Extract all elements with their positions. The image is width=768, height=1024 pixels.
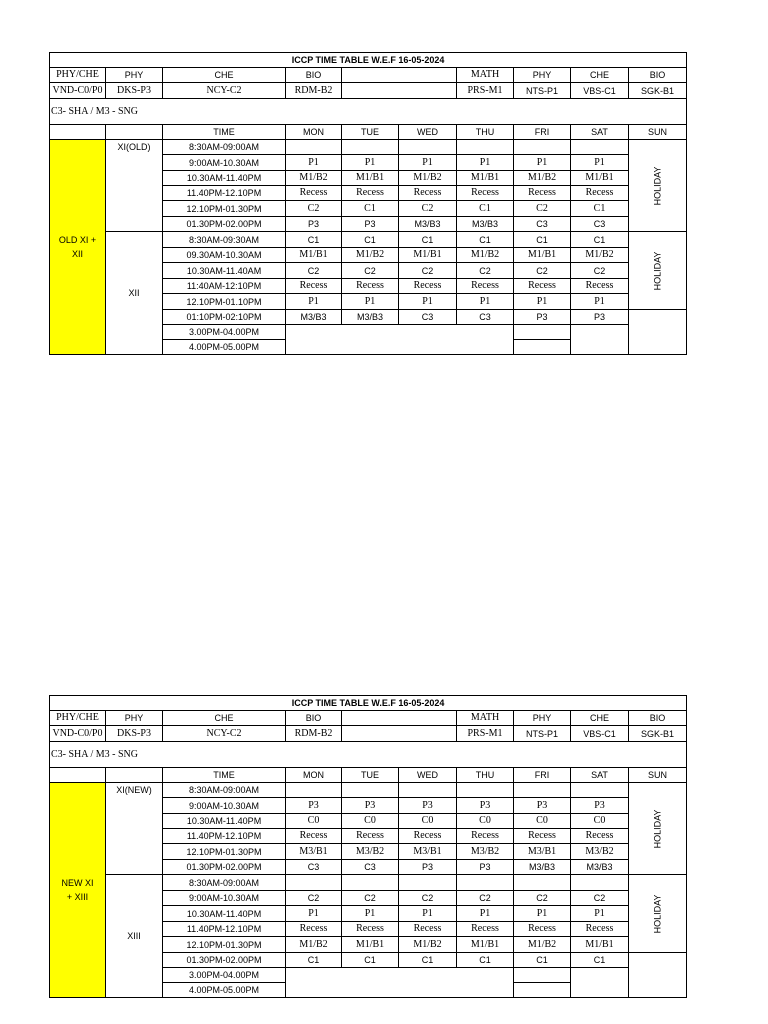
period-cell: Recess (286, 279, 342, 294)
timetable-new (49, 695, 687, 998)
section-label: XII (106, 232, 163, 355)
subject-header: BIO (286, 711, 342, 726)
period-cell: M1/B2 (571, 248, 629, 263)
period-cell: Recess (286, 922, 342, 937)
period-cell: C2 (457, 891, 514, 906)
time-slot: 01.30PM-02.00PM (163, 953, 286, 968)
period-cell: C0 (342, 814, 399, 829)
period-cell: Recess (514, 279, 571, 294)
blank-cell (571, 325, 629, 355)
period-cell: P3 (514, 310, 571, 325)
blank-cell (629, 953, 687, 998)
teacher-code: RDM-B2 (286, 83, 342, 99)
teacher-code: PRS-M1 (457, 83, 514, 99)
blank-cell (342, 726, 457, 742)
holiday-cell (629, 875, 687, 953)
period-cell: Recess (342, 829, 399, 844)
period-cell: C2 (286, 891, 342, 906)
period-cell (399, 875, 457, 891)
period-cell: C1 (457, 232, 514, 248)
period-cell: C1 (342, 201, 399, 217)
period-cell: C1 (457, 201, 514, 217)
teacher-code: VBS-C1 (571, 726, 629, 742)
period-cell: Recess (457, 922, 514, 937)
period-cell: M1/B2 (514, 937, 571, 953)
period-cell: C3 (286, 860, 342, 875)
period-cell: M1/B1 (571, 171, 629, 186)
blank-cell (571, 968, 629, 998)
blank-cell (514, 968, 571, 983)
blank-cell (50, 125, 106, 140)
period-cell: Recess (399, 279, 457, 294)
period-cell: Recess (342, 279, 399, 294)
period-cell (399, 140, 457, 155)
subject-header: PHY (514, 711, 571, 726)
col-header: SAT (571, 125, 629, 140)
period-cell (457, 783, 514, 798)
period-cell: M3/B1 (514, 844, 571, 860)
period-cell: C2 (514, 891, 571, 906)
time-slot: 8:30AM-09:00AM (163, 783, 286, 798)
period-cell: Recess (399, 186, 457, 201)
period-cell: Recess (399, 922, 457, 937)
period-cell: C3 (342, 860, 399, 875)
timetable-old (49, 52, 687, 355)
period-cell: M1/B2 (399, 937, 457, 953)
period-cell: P3 (514, 798, 571, 814)
holiday-label: HOLIDAY (652, 894, 663, 933)
teacher-code: NCY-C2 (163, 726, 286, 742)
period-cell: C3 (514, 217, 571, 232)
period-cell: C2 (399, 891, 457, 906)
subject-header: BIO (629, 711, 687, 726)
period-cell: P1 (399, 155, 457, 171)
subject-header: PHY (514, 68, 571, 83)
period-cell (286, 140, 342, 155)
period-cell: C2 (514, 263, 571, 279)
period-cell: Recess (514, 829, 571, 844)
col-header: TIME (163, 125, 286, 140)
subject-header: PHY (106, 711, 163, 726)
time-slot: 01:10PM-02:10PM (163, 310, 286, 325)
period-cell: C1 (286, 232, 342, 248)
period-cell: C1 (514, 232, 571, 248)
time-slot: 11:40AM-12:10PM (163, 279, 286, 294)
blank-cell (514, 983, 571, 998)
period-cell: M1/B1 (457, 171, 514, 186)
period-cell: P3 (457, 798, 514, 814)
period-cell (342, 140, 399, 155)
period-cell: C3 (399, 310, 457, 325)
period-cell (571, 783, 629, 798)
period-cell: M1/B1 (342, 171, 399, 186)
period-cell: Recess (286, 829, 342, 844)
holiday-cell (629, 140, 687, 232)
teacher-note: C3- SHA / M3 - SNG (50, 99, 687, 125)
period-cell: P3 (571, 310, 629, 325)
subject-header: PHY (106, 68, 163, 83)
period-cell: C1 (342, 232, 399, 248)
period-cell: C2 (571, 263, 629, 279)
time-slot: 8:30AM-09:30AM (163, 232, 286, 248)
period-cell: P3 (399, 798, 457, 814)
col-header: THU (457, 768, 514, 783)
period-cell (342, 875, 399, 891)
teacher-code: RDM-B2 (286, 726, 342, 742)
period-cell (514, 875, 571, 891)
period-cell: M1/B2 (457, 248, 514, 263)
time-slot: 12.10PM-01.30PM (163, 201, 286, 217)
subject-header: PHY/CHE (50, 711, 106, 726)
period-cell: M3/B1 (286, 844, 342, 860)
col-header: MON (286, 125, 342, 140)
time-slot: 8:30AM-09:00AM (163, 140, 286, 155)
period-cell: C1 (571, 232, 629, 248)
period-cell: C1 (342, 953, 399, 968)
period-cell (514, 783, 571, 798)
holiday-label: HOLIDAY (652, 166, 663, 205)
period-cell: C0 (399, 814, 457, 829)
period-cell: M1/B2 (286, 171, 342, 186)
period-cell: M1/B2 (342, 248, 399, 263)
period-cell: Recess (286, 186, 342, 201)
col-header: TUE (342, 125, 399, 140)
period-cell (571, 140, 629, 155)
period-cell: M3/B3 (286, 310, 342, 325)
period-cell: C2 (286, 263, 342, 279)
teacher-code: SGK-B1 (629, 726, 687, 742)
period-cell: M1/B2 (514, 171, 571, 186)
time-slot: 09.30AM-10.30AM (163, 248, 286, 263)
period-cell: M1/B2 (286, 937, 342, 953)
col-header: TIME (163, 768, 286, 783)
col-header: MON (286, 768, 342, 783)
blank-cell (629, 310, 687, 355)
period-cell (342, 783, 399, 798)
period-cell: C3 (571, 217, 629, 232)
period-cell: P3 (399, 860, 457, 875)
col-header: WED (399, 768, 457, 783)
period-cell: P1 (399, 294, 457, 310)
blank-cell (342, 83, 457, 99)
teacher-code: VND-C0/P0 (50, 83, 106, 99)
period-cell: M1/B1 (457, 937, 514, 953)
holiday-cell (629, 232, 687, 310)
period-cell: P1 (571, 906, 629, 922)
subject-header: MATH (457, 711, 514, 726)
period-cell (399, 783, 457, 798)
blank-cell (50, 768, 106, 783)
period-cell: C1 (514, 953, 571, 968)
table-title: ICCP TIME TABLE W.E.F 16-05-2024 (50, 53, 687, 68)
period-cell: P1 (342, 906, 399, 922)
period-cell: C2 (399, 201, 457, 217)
period-cell: M3/B1 (399, 844, 457, 860)
col-header: THU (457, 125, 514, 140)
period-cell: P3 (571, 798, 629, 814)
subject-header: CHE (571, 68, 629, 83)
period-cell: M1/B1 (342, 937, 399, 953)
period-cell: Recess (571, 829, 629, 844)
time-slot: 12.10PM-01.10PM (163, 294, 286, 310)
group-label: NEW XI + XIII (50, 783, 106, 998)
period-cell: P1 (399, 906, 457, 922)
period-cell: P3 (342, 217, 399, 232)
teacher-code: PRS-M1 (457, 726, 514, 742)
period-cell: M3/B2 (457, 844, 514, 860)
period-cell: M1/B1 (286, 248, 342, 263)
period-cell: C2 (342, 263, 399, 279)
blank-cell (514, 340, 571, 355)
period-cell: P3 (457, 860, 514, 875)
period-cell: C2 (457, 263, 514, 279)
period-cell: M3/B3 (571, 860, 629, 875)
subject-header: MATH (457, 68, 514, 83)
time-slot: 11.40PM-12.10PM (163, 922, 286, 937)
blank-cell (106, 768, 163, 783)
col-header: FRI (514, 125, 571, 140)
period-cell: C0 (514, 814, 571, 829)
period-cell: Recess (457, 186, 514, 201)
col-header: SUN (629, 125, 687, 140)
period-cell: Recess (571, 279, 629, 294)
period-cell: C0 (571, 814, 629, 829)
period-cell: P1 (457, 906, 514, 922)
period-cell: Recess (571, 922, 629, 937)
group-label: OLD XI + XII (50, 140, 106, 355)
teacher-code: NCY-C2 (163, 83, 286, 99)
subject-header: CHE (571, 711, 629, 726)
time-slot: 11.40PM-12.10PM (163, 186, 286, 201)
period-cell: M3/B3 (399, 217, 457, 232)
holiday-label: HOLIDAY (652, 251, 663, 290)
period-cell: C1 (571, 201, 629, 217)
time-slot: 10.30AM-11.40PM (163, 906, 286, 922)
period-cell: C1 (457, 953, 514, 968)
period-cell: C0 (286, 814, 342, 829)
period-cell: P3 (342, 798, 399, 814)
period-cell: C1 (571, 953, 629, 968)
teacher-code: DKS-P3 (106, 726, 163, 742)
col-header: SUN (629, 768, 687, 783)
subject-header: BIO (286, 68, 342, 83)
period-cell (457, 875, 514, 891)
col-header: SAT (571, 768, 629, 783)
period-cell: P1 (514, 294, 571, 310)
subject-header: PHY/CHE (50, 68, 106, 83)
teacher-code: NTS-P1 (514, 83, 571, 99)
teacher-note: C3- SHA / M3 - SNG (50, 742, 687, 768)
col-header: TUE (342, 768, 399, 783)
time-slot: 3.00PM-04.00PM (163, 325, 286, 340)
period-cell: C0 (457, 814, 514, 829)
period-cell (571, 875, 629, 891)
period-cell: P3 (286, 217, 342, 232)
period-cell: P1 (342, 294, 399, 310)
subject-header: CHE (163, 711, 286, 726)
blank-cell (286, 325, 514, 355)
period-cell: Recess (342, 186, 399, 201)
subject-header: CHE (163, 68, 286, 83)
section-label: XIII (106, 875, 163, 998)
period-cell: M1/B2 (399, 171, 457, 186)
period-cell: Recess (457, 829, 514, 844)
time-slot: 8:30AM-09:00AM (163, 875, 286, 891)
time-slot: 4.00PM-05.00PM (163, 983, 286, 998)
period-cell: C2 (286, 201, 342, 217)
period-cell: M3/B3 (342, 310, 399, 325)
period-cell: P1 (514, 155, 571, 171)
period-cell: P1 (342, 155, 399, 171)
period-cell (286, 783, 342, 798)
period-cell: Recess (399, 829, 457, 844)
blank-cell (342, 68, 457, 83)
period-cell: C3 (457, 310, 514, 325)
period-cell (457, 140, 514, 155)
section-label: XI(OLD) (106, 140, 163, 232)
period-cell: M3/B2 (342, 844, 399, 860)
period-cell: P3 (286, 798, 342, 814)
period-cell: P1 (286, 294, 342, 310)
period-cell: P1 (457, 155, 514, 171)
period-cell: P1 (571, 294, 629, 310)
teacher-code: SGK-B1 (629, 83, 687, 99)
subject-header: BIO (629, 68, 687, 83)
period-cell: M1/B1 (399, 248, 457, 263)
time-slot: 10.30AM-11.40PM (163, 814, 286, 829)
time-slot: 3.00PM-04.00PM (163, 968, 286, 983)
section-label: XI(NEW) (106, 783, 163, 875)
period-cell (514, 140, 571, 155)
time-slot: 9:00AM-10.30AM (163, 798, 286, 814)
period-cell: Recess (514, 186, 571, 201)
time-slot: 01.30PM-02.00PM (163, 860, 286, 875)
period-cell: Recess (514, 922, 571, 937)
teacher-code: VBS-C1 (571, 83, 629, 99)
time-slot: 10.30AM-11.40AM (163, 263, 286, 279)
time-slot: 11.40PM-12.10PM (163, 829, 286, 844)
col-header: WED (399, 125, 457, 140)
period-cell: C1 (399, 953, 457, 968)
period-cell: C1 (286, 953, 342, 968)
period-cell: Recess (457, 279, 514, 294)
col-header: FRI (514, 768, 571, 783)
period-cell: C2 (342, 891, 399, 906)
time-slot: 9:00AM-10.30AM (163, 155, 286, 171)
period-cell: C1 (399, 232, 457, 248)
period-cell: M1/B1 (571, 937, 629, 953)
teacher-code: DKS-P3 (106, 83, 163, 99)
time-slot: 12.10PM-01.30PM (163, 937, 286, 953)
period-cell: P1 (457, 294, 514, 310)
time-slot: 12.10PM-01.30PM (163, 844, 286, 860)
blank-cell (342, 711, 457, 726)
blank-cell (514, 325, 571, 340)
time-slot: 4.00PM-05.00PM (163, 340, 286, 355)
holiday-cell (629, 783, 687, 875)
period-cell: M3/B3 (457, 217, 514, 232)
period-cell: M3/B2 (571, 844, 629, 860)
blank-cell (106, 125, 163, 140)
blank-cell (286, 968, 514, 998)
period-cell: P1 (286, 906, 342, 922)
period-cell: C2 (514, 201, 571, 217)
table-title: ICCP TIME TABLE W.E.F 16-05-2024 (50, 696, 687, 711)
period-cell: Recess (571, 186, 629, 201)
period-cell: M1/B1 (514, 248, 571, 263)
period-cell: C2 (399, 263, 457, 279)
period-cell: P1 (571, 155, 629, 171)
period-cell: Recess (342, 922, 399, 937)
period-cell: M3/B3 (514, 860, 571, 875)
time-slot: 9:00AM-10.30AM (163, 891, 286, 906)
period-cell: P1 (286, 155, 342, 171)
teacher-code: VND-C0/P0 (50, 726, 106, 742)
teacher-code: NTS-P1 (514, 726, 571, 742)
period-cell: P1 (514, 906, 571, 922)
period-cell: C2 (571, 891, 629, 906)
period-cell (286, 875, 342, 891)
time-slot: 01.30PM-02.00PM (163, 217, 286, 232)
holiday-label: HOLIDAY (652, 809, 663, 848)
time-slot: 10.30AM-11.40PM (163, 171, 286, 186)
